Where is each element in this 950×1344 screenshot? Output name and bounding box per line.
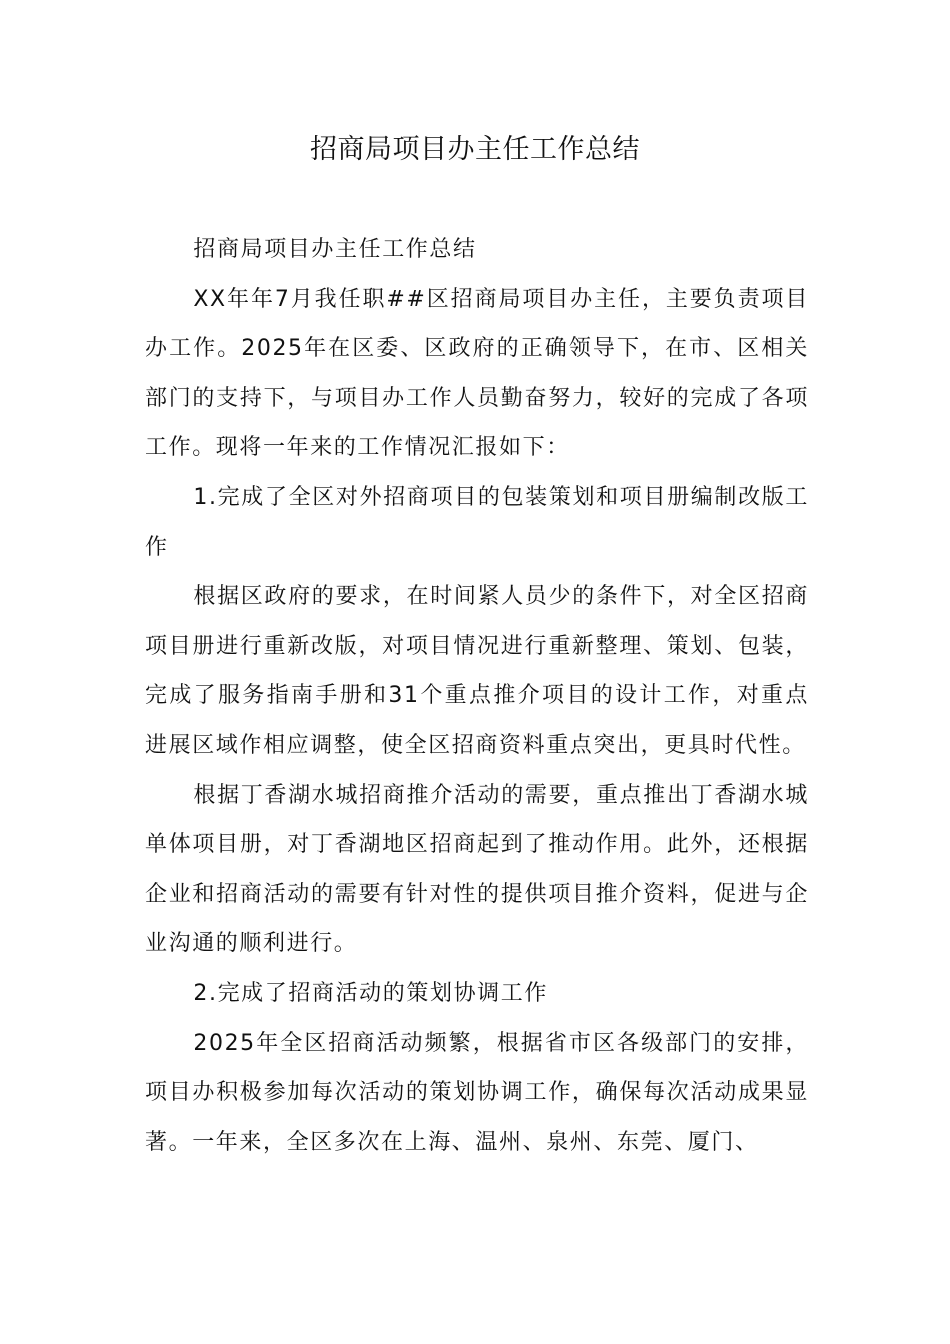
document-title: 招商局项目办主任工作总结	[310, 134, 640, 165]
section-heading-1: 1.完成了全区对外招商项目的包装策划和项目册编制改版工作	[145, 484, 809, 560]
body-paragraph: 2025年全区招商活动频繁，根据省市区各级部门的安排，项目办积极参加每次活动的策划协调工作，确保每次活动成果显著。一年来，全区多次在上海、温州、泉州、东莞、厦门、	[145, 1030, 809, 1155]
section-heading-2: 2.完成了招商活动的策划协调工作	[193, 980, 548, 1006]
document-body	[145, 225, 809, 1167]
body-paragraph: 根据丁香湖水城招商推介活动的需要，重点推出丁香湖水城单体项目册，对丁香湖地区招商起到了推动作用。此外，还根据企业和招商活动的需要有针对性的提供项目推介资料，促进与企业沟通的顺利进行。	[145, 782, 809, 957]
body-paragraph-subtitle: 招商局项目办主任工作总结	[193, 237, 477, 262]
body-paragraph: 根据区政府的要求，在时间紧人员少的条件下，对全区招商项目册进行重新改版，对项目情况进行重新整理、策划、包装，完成了服务指南手册和31个重点推介项目的设计工作，对重点进展区域作相应调整，使全区招商资料重点突出，更具时代性。	[145, 584, 809, 758]
body-paragraph-intro: XX年年7月我任职##区招商局项目办主任，主要负责项目办工作。2025年在区委、区政府的正确领导下，在市、区相关部门的支持下，与项目办工作人员勤奋努力，较好的完成了各项工作。现将一年来的工作情况汇报如下：	[145, 286, 809, 461]
